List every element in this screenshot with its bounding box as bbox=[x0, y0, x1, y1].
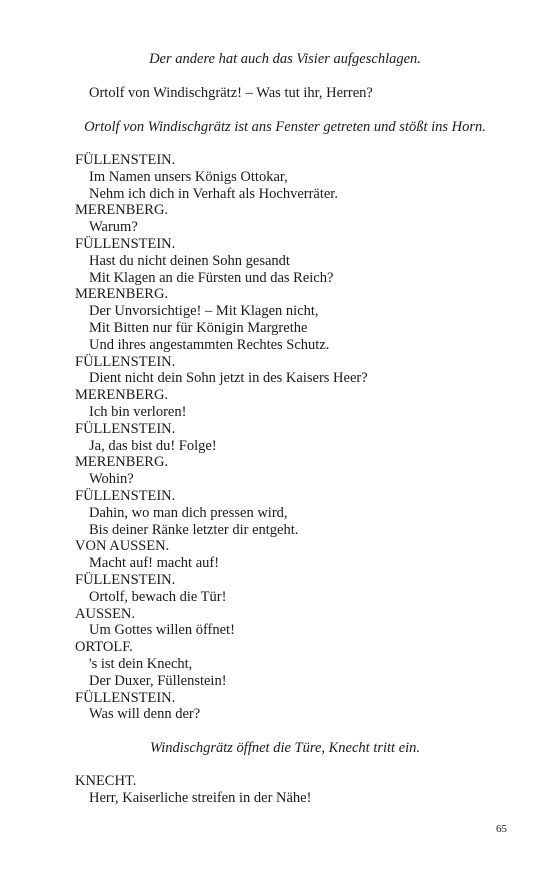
speaker-name: ORTOLF. bbox=[75, 639, 133, 656]
stage-direction: Windischgrätz öffnet die Türe, Knecht tritt ein. bbox=[149, 740, 421, 756]
verse-line: Nehm ich dich in Verhaft als Hochverräter. bbox=[89, 185, 338, 202]
verse-line: Hast du nicht deinen Sohn gesandt bbox=[89, 252, 290, 269]
speaker-name: MERENBERG. bbox=[75, 387, 169, 404]
verse-line: Ortolf, bewach die Tür! bbox=[89, 588, 227, 605]
verse-line: Um Gottes willen öffnet! bbox=[89, 622, 235, 639]
verse-line: Ich bin verloren! bbox=[89, 403, 187, 420]
verse-line: Dient nicht dein Sohn jetzt in des Kaisers Heer? bbox=[89, 370, 368, 387]
speaker-name: FÜLLENSTEIN. bbox=[75, 487, 176, 504]
dialogue-block bbox=[75, 773, 311, 807]
verse-line: 's ist dein Knecht, bbox=[89, 655, 193, 672]
dialogue-block bbox=[75, 152, 368, 723]
verse-line: Im Namen unsers Königs Ottokar, bbox=[89, 168, 288, 185]
verse-line: Mit Bitten nur für Königin Margrethe bbox=[89, 319, 308, 336]
verse-line: Ja, das bist du! Folge! bbox=[89, 437, 217, 454]
verse-line: Ortolf von Windischgrätz! – Was tut ihr, Herren? bbox=[89, 85, 373, 101]
speaker-name: FÜLLENSTEIN. bbox=[75, 235, 176, 252]
verse-line: Und ihres angestammten Rechtes Schutz. bbox=[89, 336, 330, 353]
stage-direction: Der andere hat auch das Visier aufgeschlagen. bbox=[149, 51, 421, 67]
verse-line: Was will denn der? bbox=[89, 706, 201, 723]
verse-line: Macht auf! macht auf! bbox=[89, 555, 220, 572]
speaker-name: AUSSEN. bbox=[75, 605, 136, 622]
verse-line: Bis deiner Ränke letzter dir entgeht. bbox=[89, 521, 299, 538]
page-number: 65 bbox=[496, 823, 507, 835]
verse-line: Herr, Kaiserliche streifen in der Nähe! bbox=[89, 789, 312, 806]
verse-line: Der Duxer, Füllenstein! bbox=[89, 672, 227, 689]
speaker-name: MERENBERG. bbox=[75, 286, 169, 303]
speaker-name: FÜLLENSTEIN. bbox=[75, 152, 176, 168]
speaker-name: KNECHT. bbox=[75, 773, 137, 789]
verse-line: Dahin, wo man dich pressen wird, bbox=[89, 504, 288, 521]
speaker-name: FÜLLENSTEIN. bbox=[75, 353, 176, 370]
speaker-name: VON AUSSEN. bbox=[75, 538, 170, 555]
speaker-name: FÜLLENSTEIN. bbox=[75, 689, 176, 706]
verse-line: Warum? bbox=[89, 219, 138, 236]
speaker-name: FÜLLENSTEIN. bbox=[75, 571, 176, 588]
speaker-name: FÜLLENSTEIN. bbox=[75, 420, 176, 437]
speaker-name: MERENBERG. bbox=[75, 454, 169, 471]
stage-direction: Ortolf von Windischgrätz ist ans Fenster getreten und stößt ins Horn. bbox=[84, 119, 486, 135]
speaker-name: MERENBERG. bbox=[75, 202, 169, 219]
verse-line: Mit Klagen an die Fürsten und das Reich? bbox=[89, 269, 334, 286]
verse-line: Wohin? bbox=[89, 471, 134, 488]
verse-line: Der Unvorsichtige! – Mit Klagen nicht, bbox=[89, 303, 319, 320]
